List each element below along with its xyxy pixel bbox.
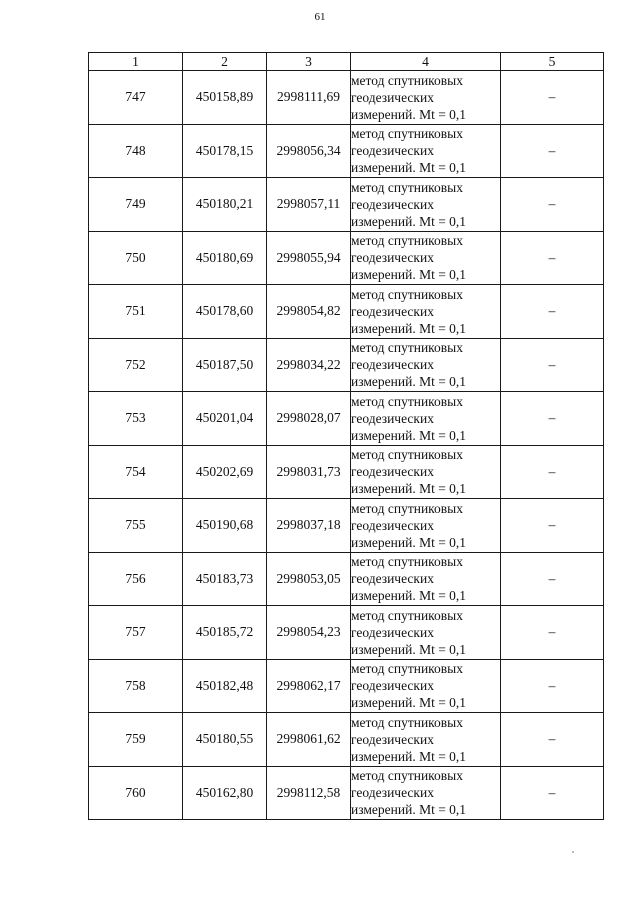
x-coordinate-cell: 450180,55 bbox=[183, 713, 267, 767]
x-coordinate-cell: 450183,73 bbox=[183, 552, 267, 606]
header-row bbox=[89, 53, 604, 71]
y-coordinate-cell: 2998054,82 bbox=[267, 285, 351, 339]
method-cell: метод спутниковых геодезических измерений. Mt = 0,1 bbox=[351, 71, 501, 125]
y-coordinate-cell: 2998062,17 bbox=[267, 659, 351, 713]
column-header-3: 3 bbox=[267, 53, 351, 71]
y-coordinate-cell: 2998112,58 bbox=[267, 766, 351, 820]
y-coordinate-cell: 2998037,18 bbox=[267, 499, 351, 553]
method-cell: метод спутниковых геодезических измерений. Mt = 0,1 bbox=[351, 338, 501, 392]
x-coordinate-cell: 450190,68 bbox=[183, 499, 267, 553]
method-cell: метод спутниковых геодезических измерений. Mt = 0,1 bbox=[351, 766, 501, 820]
table-row bbox=[89, 71, 604, 125]
y-coordinate-cell: 2998057,11 bbox=[267, 178, 351, 232]
note-cell: – bbox=[501, 231, 604, 285]
method-cell: метод спутниковых геодезических измерений. Mt = 0,1 bbox=[351, 499, 501, 553]
x-coordinate-cell: 450182,48 bbox=[183, 659, 267, 713]
table-row bbox=[89, 285, 604, 339]
point-number-cell: 750 bbox=[89, 231, 183, 285]
note-cell: – bbox=[501, 124, 604, 178]
column-header-1: 1 bbox=[89, 53, 183, 71]
method-cell: метод спутниковых геодезических измерений. Mt = 0,1 bbox=[351, 552, 501, 606]
table-row bbox=[89, 338, 604, 392]
note-cell: – bbox=[501, 713, 604, 767]
page-number: 61 bbox=[314, 11, 326, 23]
column-header-5: 5 bbox=[501, 53, 604, 71]
method-cell: метод спутниковых геодезических измерений. Mt = 0,1 bbox=[351, 713, 501, 767]
point-number-cell: 754 bbox=[89, 445, 183, 499]
x-coordinate-cell: 450201,04 bbox=[183, 392, 267, 446]
x-coordinate-cell: 450202,69 bbox=[183, 445, 267, 499]
method-cell: метод спутниковых геодезических измерений. Mt = 0,1 bbox=[351, 606, 501, 660]
table-row bbox=[89, 606, 604, 660]
x-coordinate-cell: 450180,21 bbox=[183, 178, 267, 232]
note-cell: – bbox=[501, 445, 604, 499]
point-number-cell: 753 bbox=[89, 392, 183, 446]
table-row bbox=[89, 766, 604, 820]
table-body bbox=[89, 71, 604, 820]
method-cell: метод спутниковых геодезических измерений. Mt = 0,1 bbox=[351, 124, 501, 178]
point-number-cell: 748 bbox=[89, 124, 183, 178]
x-coordinate-cell: 450180,69 bbox=[183, 231, 267, 285]
y-coordinate-cell: 2998034,22 bbox=[267, 338, 351, 392]
y-coordinate-cell: 2998031,73 bbox=[267, 445, 351, 499]
y-coordinate-cell: 2998056,34 bbox=[267, 124, 351, 178]
y-coordinate-cell: 2998053,05 bbox=[267, 552, 351, 606]
note-cell: – bbox=[501, 392, 604, 446]
point-number-cell: 755 bbox=[89, 499, 183, 553]
coordinates-table bbox=[88, 52, 604, 820]
column-header-4: 4 bbox=[351, 53, 501, 71]
y-coordinate-cell: 2998054,23 bbox=[267, 606, 351, 660]
method-cell: метод спутниковых геодезических измерений. Mt = 0,1 bbox=[351, 392, 501, 446]
note-cell: – bbox=[501, 338, 604, 392]
method-cell: метод спутниковых геодезических измерений. Mt = 0,1 bbox=[351, 178, 501, 232]
table-row bbox=[89, 499, 604, 553]
point-number-cell: 749 bbox=[89, 178, 183, 232]
y-coordinate-cell: 2998111,69 bbox=[267, 71, 351, 125]
column-header-2: 2 bbox=[183, 53, 267, 71]
table-row bbox=[89, 178, 604, 232]
point-number-cell: 747 bbox=[89, 71, 183, 125]
point-number-cell: 752 bbox=[89, 338, 183, 392]
table-row bbox=[89, 713, 604, 767]
y-coordinate-cell: 2998028,07 bbox=[267, 392, 351, 446]
point-number-cell: 751 bbox=[89, 285, 183, 339]
table-row bbox=[89, 659, 604, 713]
x-coordinate-cell: 450185,72 bbox=[183, 606, 267, 660]
table-row bbox=[89, 124, 604, 178]
scan-speck bbox=[572, 851, 574, 853]
x-coordinate-cell: 450178,60 bbox=[183, 285, 267, 339]
table-row bbox=[89, 445, 604, 499]
x-coordinate-cell: 450162,80 bbox=[183, 766, 267, 820]
method-cell: метод спутниковых геодезических измерений. Mt = 0,1 bbox=[351, 285, 501, 339]
table-row bbox=[89, 392, 604, 446]
note-cell: – bbox=[501, 766, 604, 820]
method-cell: метод спутниковых геодезических измерений. Mt = 0,1 bbox=[351, 231, 501, 285]
y-coordinate-cell: 2998061,62 bbox=[267, 713, 351, 767]
point-number-cell: 758 bbox=[89, 659, 183, 713]
y-coordinate-cell: 2998055,94 bbox=[267, 231, 351, 285]
note-cell: – bbox=[501, 71, 604, 125]
x-coordinate-cell: 450178,15 bbox=[183, 124, 267, 178]
x-coordinate-cell: 450158,89 bbox=[183, 71, 267, 125]
point-number-cell: 757 bbox=[89, 606, 183, 660]
table-row bbox=[89, 231, 604, 285]
method-cell: метод спутниковых геодезических измерений. Mt = 0,1 bbox=[351, 445, 501, 499]
method-cell: метод спутниковых геодезических измерений. Mt = 0,1 bbox=[351, 659, 501, 713]
note-cell: – bbox=[501, 606, 604, 660]
table-row bbox=[89, 552, 604, 606]
note-cell: – bbox=[501, 178, 604, 232]
note-cell: – bbox=[501, 499, 604, 553]
point-number-cell: 759 bbox=[89, 713, 183, 767]
x-coordinate-cell: 450187,50 bbox=[183, 338, 267, 392]
point-number-cell: 760 bbox=[89, 766, 183, 820]
point-number-cell: 756 bbox=[89, 552, 183, 606]
note-cell: – bbox=[501, 552, 604, 606]
note-cell: – bbox=[501, 285, 604, 339]
note-cell: – bbox=[501, 659, 604, 713]
